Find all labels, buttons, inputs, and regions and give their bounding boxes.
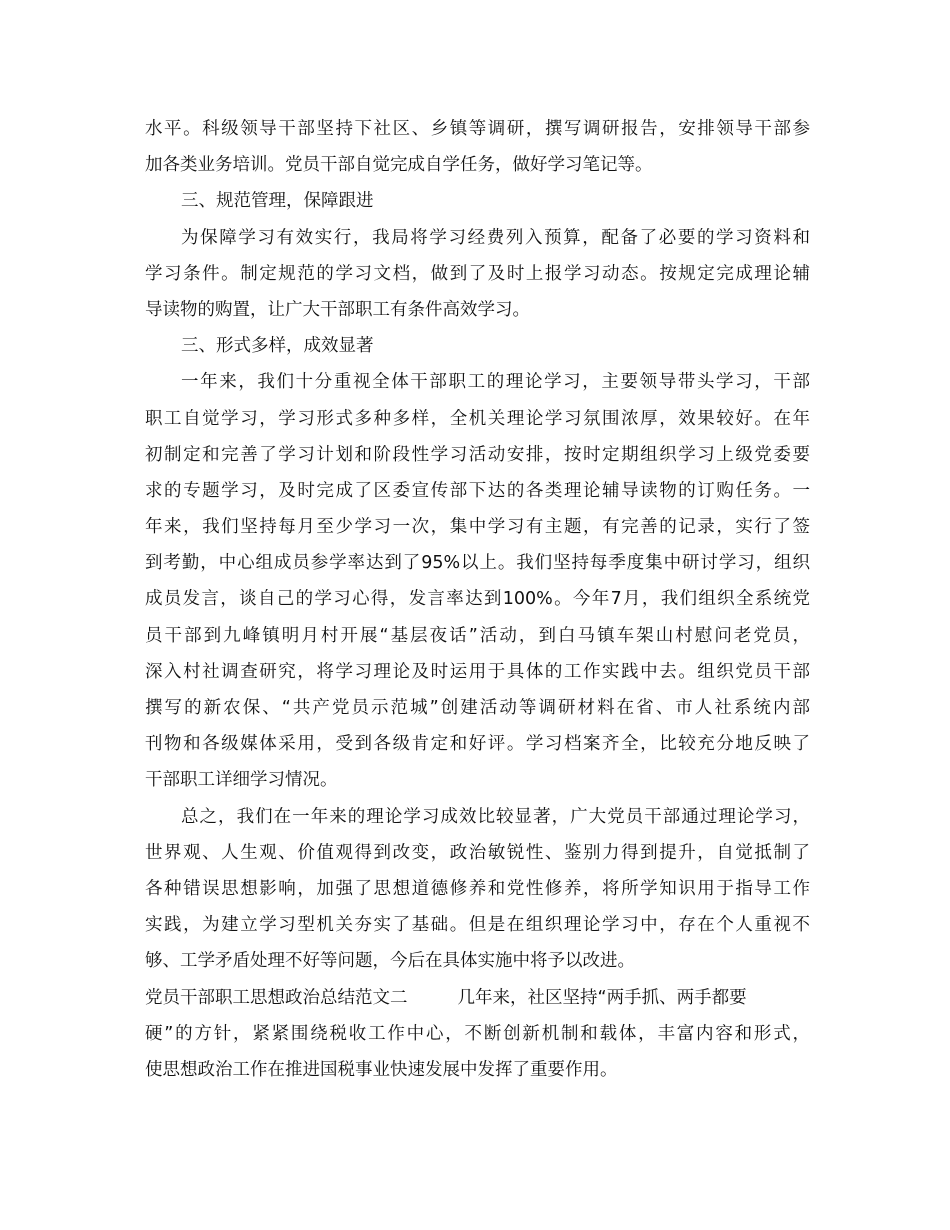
paragraph-line: 撰写的新农保、“共产党员示范城”创建活动等调研材料在省、市人社系统内部	[145, 698, 810, 718]
paragraph-line: 职工自觉学习，学习形式多种多样，全机关理论学习氛围浓厚，效果较好。在年	[145, 408, 810, 429]
paragraph-line: 成员发言，谈自己的学习心得，发言率达到100%。今年7月，我们组织全系统党	[145, 589, 810, 610]
paragraph-line: 水平。科级领导干部坚持下社区、乡镇等调研，撰写调研报告，安排领导干部参	[145, 119, 810, 139]
paragraph-line: 初制定和完善了学习计划和阶段性学习活动安排，按时定期组织学习上级党委要	[145, 444, 810, 465]
paragraph-line: 深入村社调查研究，将学习理论及时运用于具体的工作实践中去。组织党员干部	[145, 661, 810, 682]
document-body	[145, 111, 810, 1088]
section-heading: 三、形式多样，成效显著	[181, 336, 374, 357]
paragraph-line: 够、工学矛盾处理不好等问题，今后在具体实施中将予以改进。	[145, 951, 635, 972]
paragraph-line: 干部职工详细学习情况。	[145, 770, 338, 791]
section-heading: 三、规范管理，保障跟进	[181, 191, 374, 212]
paragraph-line: 刊物和各级媒体采用，受到各级肯定和好评。学习档案齐全，比较充分地反映了	[145, 734, 810, 755]
paragraph-line: 求的专题学习，及时完成了区委宣传部下达的各类理论辅导读物的订购任务。一	[145, 480, 810, 501]
paragraph-line: 一年来，我们十分重视全体干部职工的理论学习，主要领导带头学习，干部	[181, 372, 810, 393]
paragraph-line: 总之，我们在一年来的理论学习成效比较显著，广大党员干部通过理论学习，	[181, 806, 810, 827]
paragraph-line: 实践，为建立学习型机关夯实了基础。但是在组织理论学习中，存在个人重视不	[145, 915, 810, 936]
paragraph-line: 到考勤，中心组成员参学率达到了95%以上。我们坚持每季度集中研讨学习，组织	[145, 553, 810, 574]
section-first-line: 几年来，社区坚持“两手抓、两手都要	[457, 987, 747, 1008]
paragraph-line: 学习条件。制定规范的学习文档，做到了及时上报学习动态。按规定完成理论辅	[145, 263, 810, 284]
paragraph-line: 各种错误思想影响，加强了思想道德修养和党性修养，将所学知识用于指导工作	[145, 878, 810, 899]
paragraph-line: 员干部到九峰镇明月村开展“基层夜话”活动，到白马镇车架山村慰问老党员，	[145, 625, 810, 646]
paragraph-line: 硬”的方针，紧紧围绕税收工作中心，不断创新机制和载体，丰富内容和形式，	[145, 1023, 810, 1044]
paragraph-line: 为保障学习有效实行，我局将学习经费列入预算，配备了必要的学习资料和	[181, 227, 810, 248]
paragraph-line: 导读物的购置，让广大干部职工有条件高效学习。	[145, 299, 530, 320]
paragraph-line: 年来，我们坚持每月至少学习一次，集中学习有主题，有完善的记录，实行了签	[145, 517, 810, 538]
paragraph-line: 世界观、人生观、价值观得到改变，政治敏锐性、鉴别力得到提升，自觉抵制了	[145, 842, 810, 863]
paragraph-line: 加各类业务培训。党员干部自觉完成自学任务，做好学习笔记等。	[145, 155, 653, 176]
paragraph-line: 使思想政治工作在推进国税事业快速发展中发挥了重要作用。	[145, 1059, 618, 1080]
section-title-line	[145, 980, 810, 1016]
section-title: 党员干部职工思想政治总结范文二	[145, 987, 408, 1008]
